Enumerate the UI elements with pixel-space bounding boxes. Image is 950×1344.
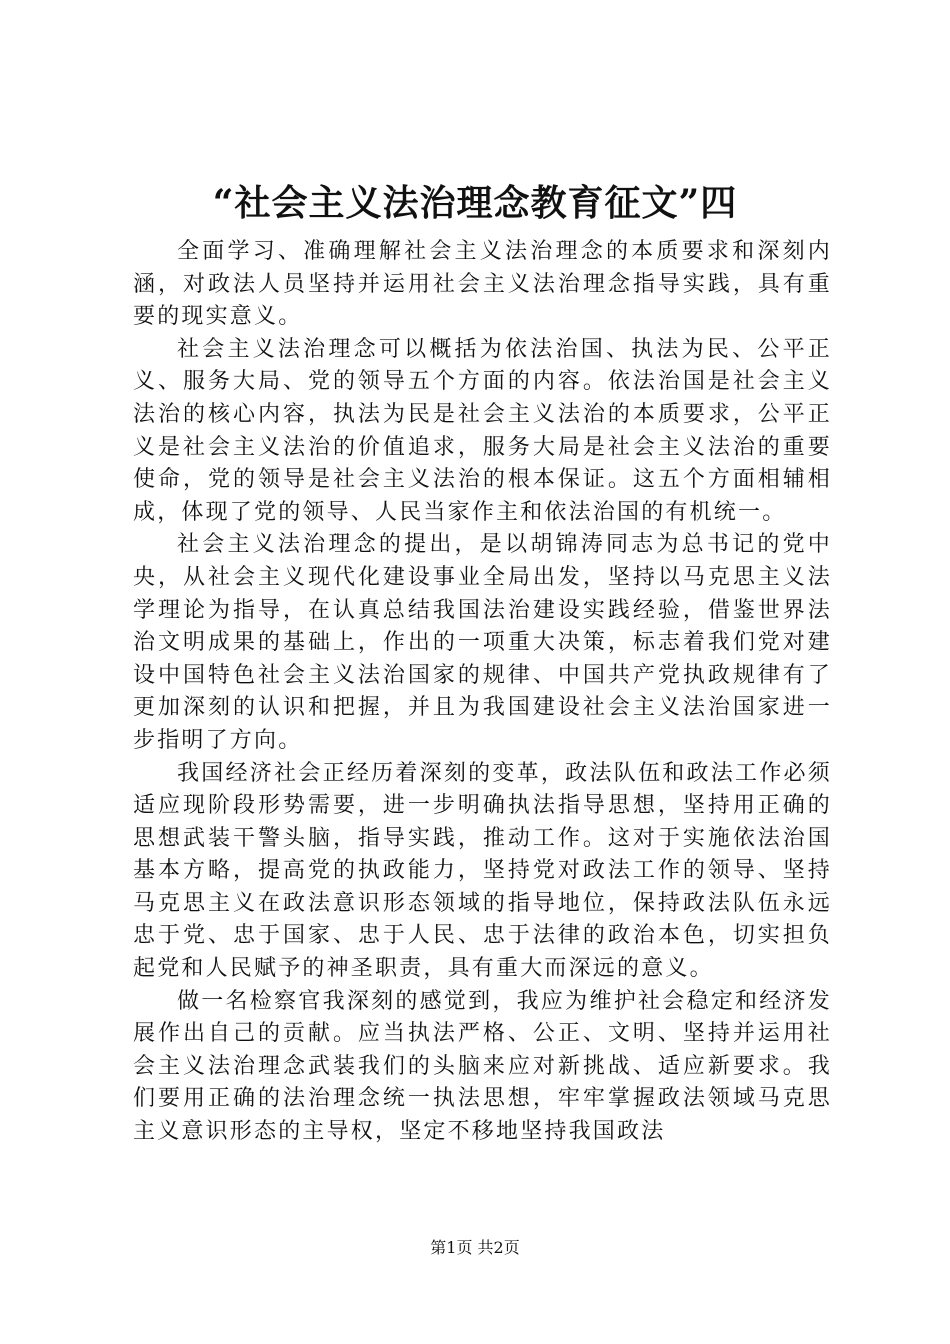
- document-title: “社会主义法治理念教育征文”四: [212, 182, 738, 224]
- paragraph-4: 我国经济社会正经历着深刻的变革，政法队伍和政法工作必须适应现阶段形势需要，进一步明确执法指导思想，坚持用正确的思想武装干警头脑，指导实践，推动工作。这对于实施依法治国基本方略，提高党的执政能力，坚持党对政法工作的领导、坚持马克思主义在政法意识形态领域的指导地位，保持政法队伍永远忠于党、忠于国家、忠于人民、忠于法律的政治本色，切实担负起党和人民赋予的神圣职责，具有重大而深远的意义。: [133, 760, 832, 982]
- paragraph-5: 做一名检察官我深刻的感觉到，我应为维护社会稳定和经济发展作出自己的贡献。应当执法严格、公正、文明、坚持并运用社会主义法治理念武装我们的头脑来应对新挑战、适应新要求。我们要用正确的法治理念统一执法思想，牢牢掌握政法领域马克思主义意识形态的主导权，坚定不移地坚持我国政法: [133, 988, 832, 1145]
- paragraph-1: 全面学习、准确理解社会主义法治理念的本质要求和深刻内涵，对政法人员坚持并运用社会主义法治理念指导实践，具有重要的现实意义。: [133, 239, 832, 330]
- paragraph-2: 社会主义法治理念可以概括为依法治国、执法为民、公平正义、服务大局、党的领导五个方面的内容。依法治国是社会主义法治的核心内容，执法为民是社会主义法治的本质要求，公平正义是社会主义法治的价值追求，服务大局是社会主义法治的重要使命，党的领导是社会主义法治的根本保证。这五个方面相辅相成，体现了党的领导、人民当家作主和依法治国的有机统一。: [133, 336, 832, 525]
- paragraph-3: 社会主义法治理念的提出，是以胡锦涛同志为总书记的党中央，从社会主义现代化建设事业全局出发，坚持以马克思主义法学理论为指导，在认真总结我国法治建设实践经验，借鉴世界法治文明成果的基础上，作出的一项重大决策，标志着我们党对建设中国特色社会主义法治国家的规律、中国共产党执政规律有了更加深刻的认识和把握，并且为我国建设社会主义法治国家进一步指明了方向。: [133, 532, 832, 753]
- document-body: [133, 236, 832, 1149]
- page-footer: 第1页 共2页: [430, 1238, 520, 1257]
